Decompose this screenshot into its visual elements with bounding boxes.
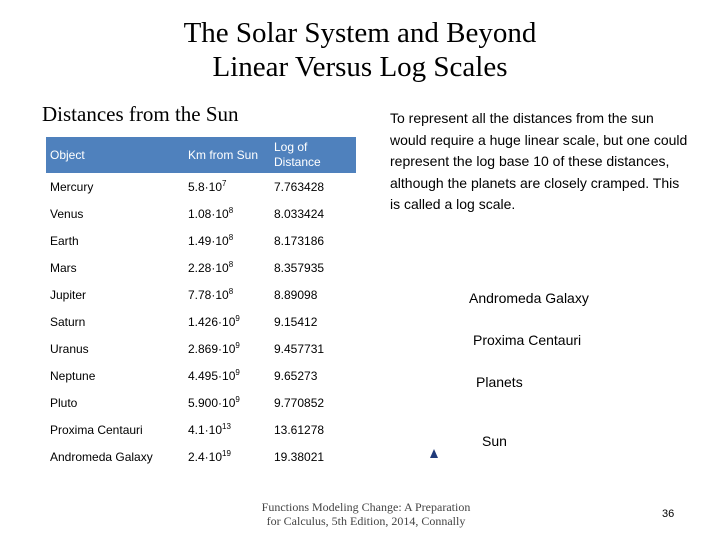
km-mantissa: 1.426·10 (188, 315, 236, 329)
cell-object: Venus (50, 206, 84, 221)
cell-log: 9.770852 (274, 395, 325, 410)
km-mantissa: 2.4·10 (188, 450, 223, 464)
cell-object: Saturn (50, 314, 86, 329)
table-row (46, 281, 356, 308)
cell-object: Jupiter (50, 287, 87, 302)
km-mantissa: 2.869·10 (188, 342, 236, 356)
cell-km (184, 308, 270, 335)
km-exponent: 7 (222, 179, 227, 188)
km-mantissa: 7.78·10 (188, 288, 229, 302)
cell-log: 13.61278 (274, 422, 325, 437)
table-row (46, 362, 356, 389)
table-row (46, 227, 356, 254)
km-mantissa: 4.495·10 (188, 369, 236, 383)
table-body (46, 173, 356, 470)
km-mantissa: 5.900·10 (188, 396, 236, 410)
cell-km (184, 173, 270, 200)
cell-log: 8.89098 (274, 287, 318, 302)
km-exponent: 13 (222, 422, 231, 431)
table-row (46, 335, 356, 362)
cell-object: Earth (50, 233, 79, 248)
footer-line-1: Functions Modeling Change: A Preparation (261, 500, 471, 514)
cell-log: 19.38021 (274, 449, 325, 464)
title-line-2: Linear Versus Log Scales (212, 51, 508, 83)
table-row (46, 308, 356, 335)
cell-log: 8.357935 (274, 260, 325, 275)
header-log: Log of Distance (270, 137, 356, 173)
km-exponent: 9 (235, 395, 240, 404)
title-line-1: The Solar System and Beyond (183, 17, 537, 49)
slide-title (0, 16, 720, 84)
page-number: 36 (662, 508, 675, 520)
km-mantissa: 2.28·10 (188, 261, 229, 275)
km-exponent: 19 (222, 449, 231, 458)
km-mantissa: 1.49·10 (188, 234, 229, 248)
km-exponent: 9 (235, 314, 240, 323)
table-row (46, 200, 356, 227)
km-exponent: 8 (228, 206, 234, 215)
cell-km (184, 443, 270, 470)
footer-citation (250, 500, 482, 528)
table-row (46, 254, 356, 281)
km-exponent: 8 (228, 233, 234, 242)
cell-log: 8.173186 (274, 233, 325, 248)
km-exponent: 8 (228, 287, 234, 296)
table-header (46, 137, 356, 173)
explanation-paragraph: To represent all the distances from the sun would require a huge linear scale, but one could represent the log base 10 of these distances, although the planets are closely cramped. This is called a log scale. (390, 110, 688, 212)
cell-object: Uranus (50, 341, 89, 356)
cell-km (184, 227, 270, 254)
footer-line-2: for Calculus, 5th Edition, 2014, Connally (266, 514, 466, 528)
km-mantissa: 4.1·10 (188, 423, 223, 437)
cell-km (184, 281, 270, 308)
cell-log: 9.65273 (274, 368, 318, 383)
header-object: Object (46, 137, 184, 173)
cell-log: 9.457731 (274, 341, 325, 356)
scale-label-planets: Planets (476, 374, 523, 390)
cell-km (184, 416, 270, 443)
table-row (46, 173, 356, 200)
cell-object: Pluto (50, 395, 78, 410)
distance-table (46, 137, 356, 470)
km-exponent: 8 (228, 260, 234, 269)
scale-label-sun: Sun (482, 433, 507, 449)
km-mantissa: 1.08·10 (188, 207, 229, 221)
km-exponent: 9 (235, 341, 240, 350)
table-row (46, 389, 356, 416)
cell-object: Neptune (50, 368, 96, 383)
cell-object: Mercury (50, 179, 94, 194)
scale-label-andromeda: Andromeda Galaxy (469, 290, 589, 306)
header-km: Km from Sun (184, 137, 270, 173)
cell-object: Mars (50, 260, 77, 275)
cell-object: Proxima Centauri (50, 422, 143, 437)
table-row (46, 416, 356, 443)
cell-km (184, 254, 270, 281)
km-exponent: 9 (235, 368, 240, 377)
scale-label-proxima: Proxima Centauri (473, 332, 582, 348)
cell-km (184, 200, 270, 227)
cell-km (184, 335, 270, 362)
table-row (46, 443, 356, 470)
cell-object: Andromeda Galaxy (50, 449, 153, 464)
table-subtitle: Distances from the Sun (42, 102, 239, 126)
cell-log: 9.15412 (274, 314, 318, 329)
triangle-marker-icon (430, 449, 438, 458)
header-row (46, 137, 356, 173)
km-mantissa: 5.8·10 (188, 180, 223, 194)
cell-log: 8.033424 (274, 206, 325, 221)
cell-km (184, 389, 270, 416)
cell-km (184, 362, 270, 389)
cell-log: 7.763428 (274, 179, 325, 194)
